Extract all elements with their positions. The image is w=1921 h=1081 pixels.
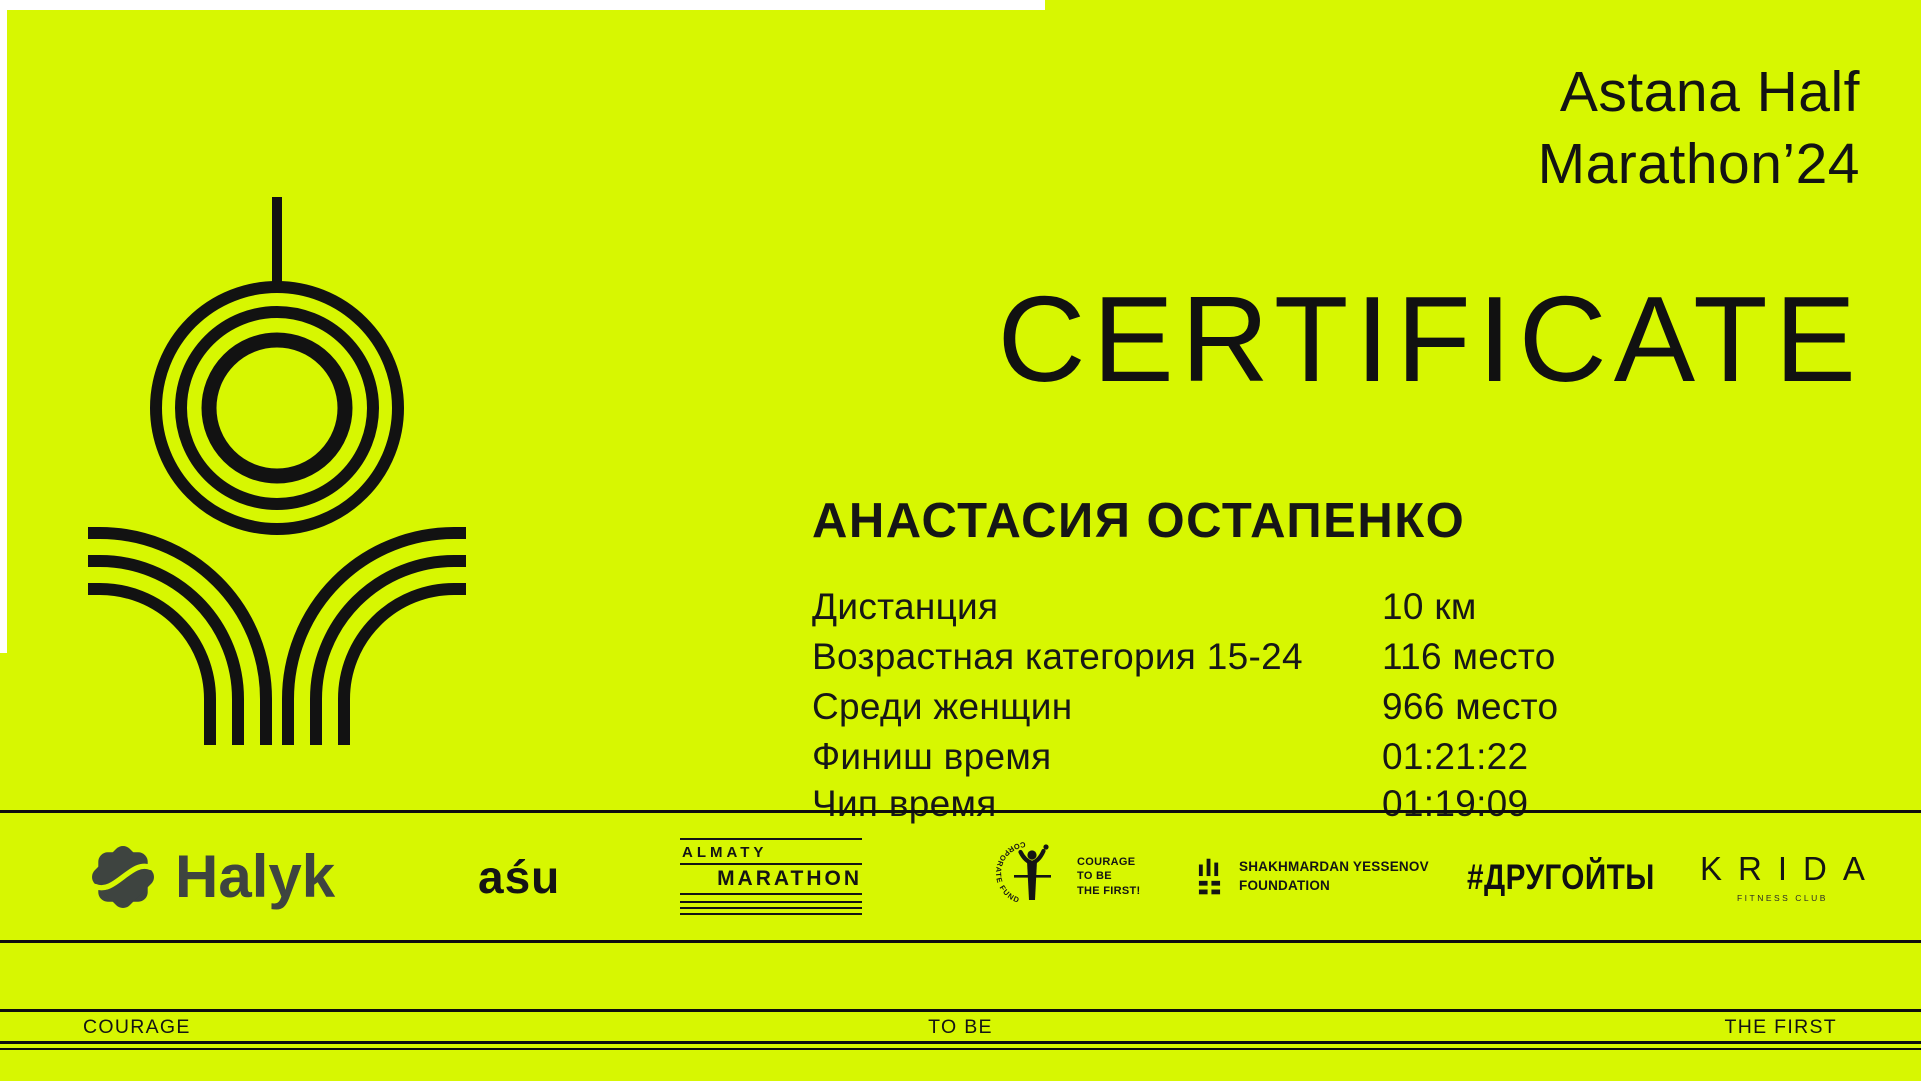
almaty-line bbox=[680, 863, 862, 865]
motto-to-be: TO BE bbox=[928, 1016, 993, 1038]
corporate-fund-arc-text: CORPORATE FUND bbox=[993, 839, 1027, 905]
slogan-line2: TO BE bbox=[1077, 870, 1112, 883]
result-value-chip-time: 01:19:09 bbox=[1382, 783, 1529, 824]
certificate-heading: CERTIFICATE bbox=[997, 271, 1863, 407]
event-title-line1: Astana Half bbox=[1559, 60, 1860, 124]
motto-strip-bottom-line-2 bbox=[0, 1048, 1921, 1050]
baiterek-monument-icon bbox=[88, 197, 466, 745]
result-label-distance: Дистанция bbox=[812, 586, 999, 627]
motto-strip-top-line bbox=[0, 1009, 1921, 1012]
result-label-among-women: Среди женщин bbox=[812, 686, 1073, 727]
result-value-finish-time: 01:21:22 bbox=[1382, 736, 1529, 777]
asu-wordmark: aśu bbox=[478, 850, 561, 903]
corporate-fund-runner-icon bbox=[985, 834, 1065, 920]
krida-logo bbox=[1700, 850, 1881, 903]
page-edge-left bbox=[0, 0, 7, 653]
krida-sublabel: FITNESS CLUB bbox=[1736, 893, 1828, 903]
sponsor-yessenov-foundation bbox=[1197, 813, 1429, 940]
sponsor-almaty-marathon bbox=[680, 813, 862, 940]
sponsor-halyk bbox=[85, 813, 335, 940]
result-value-among-women: 966 место bbox=[1382, 686, 1559, 727]
sponsor-asu bbox=[478, 813, 560, 940]
yessenov-foundation-text bbox=[1239, 858, 1429, 894]
halyk-wordmark: Halyk bbox=[175, 843, 336, 910]
almaty-line bbox=[680, 893, 862, 895]
result-value-age-category: 116 место bbox=[1382, 636, 1556, 677]
event-title-line2: Marathon’24 bbox=[1537, 132, 1860, 197]
almaty-line bbox=[680, 913, 862, 915]
result-value-distance: 10 км bbox=[1382, 586, 1477, 627]
drugoity-wordmark: #ДРУГОЙТЫ bbox=[1467, 855, 1655, 896]
almaty-line bbox=[680, 838, 862, 840]
almaty-wordmark: ALMATY bbox=[682, 844, 768, 861]
result-label-age-category: Возрастная категория 15-24 bbox=[812, 636, 1303, 677]
krida-wordmark: KRIDA bbox=[1700, 850, 1881, 887]
halyk-star-icon bbox=[85, 839, 161, 915]
almaty-line bbox=[680, 901, 862, 903]
almaty-marathon-logo bbox=[680, 838, 862, 915]
motto-courage: COURAGE bbox=[83, 1016, 191, 1038]
yessenov-bars-icon bbox=[1197, 856, 1222, 898]
motto-the-first: THE FIRST bbox=[1724, 1016, 1837, 1038]
slogan-line3: THE FIRST! bbox=[1077, 884, 1141, 897]
motto-strip-bottom-line bbox=[0, 1041, 1921, 1044]
sponsor-drugoity bbox=[1467, 813, 1676, 940]
sponsor-band bbox=[0, 810, 1921, 943]
yessenov-line2: FOUNDATION bbox=[1239, 877, 1330, 893]
event-title bbox=[1538, 56, 1860, 201]
result-label-finish-time: Финиш время bbox=[812, 736, 1052, 777]
svg-text:CORPORATE FUND bbox=[994, 839, 1026, 904]
sponsor-krida bbox=[1700, 813, 1881, 940]
marathon-wordmark: MARATHON bbox=[717, 867, 862, 890]
sponsor-corporate-fund bbox=[985, 813, 1141, 940]
slogan-line1: COURAGE bbox=[1077, 856, 1136, 869]
corporate-fund-slogan bbox=[1077, 855, 1141, 898]
yessenov-line1: SHAKHMARDAN YESSENOV bbox=[1239, 859, 1429, 875]
page-edge-top bbox=[0, 0, 1045, 10]
result-label-chip-time: Чип время bbox=[812, 783, 997, 824]
recipient-name: АНАСТАСИЯ ОСТАПЕНКО bbox=[812, 494, 1466, 548]
motto-strip bbox=[0, 1016, 1921, 1038]
almaty-line bbox=[680, 907, 862, 909]
